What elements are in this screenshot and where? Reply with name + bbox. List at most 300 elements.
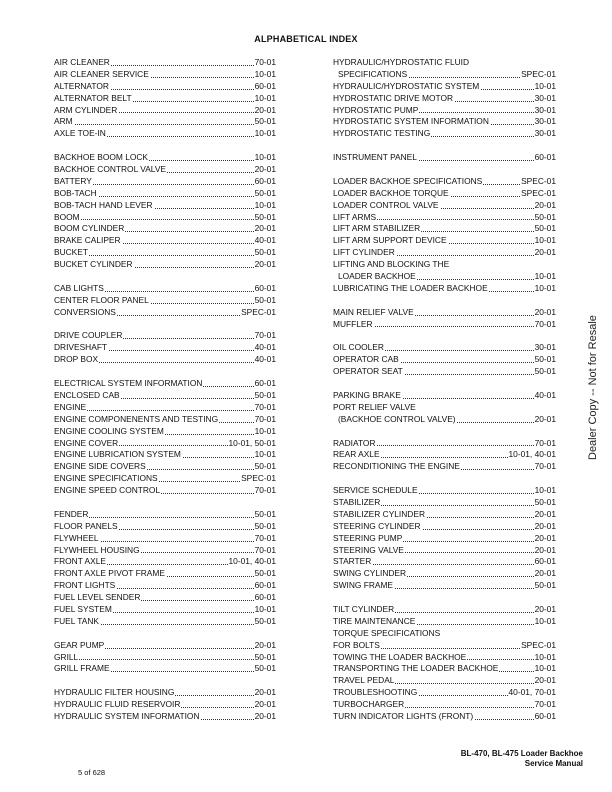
index-entry-label: ENGINE COVER <box>54 437 119 448</box>
index-entry-label: FLYWHEEL <box>54 532 99 543</box>
index-entry-label: STABILIZER <box>333 496 381 507</box>
index-entry <box>54 164 276 176</box>
index-entry <box>333 93 556 105</box>
index-entry-label: TRANSPORTING THE LOADER BACKHOE <box>333 663 499 674</box>
index-entry <box>333 580 556 592</box>
index-gap <box>54 675 276 687</box>
index-entry <box>54 93 276 105</box>
index-entry-label: ARM <box>54 116 73 127</box>
index-entry-label: STEERING VALVE <box>333 544 404 555</box>
index-entry <box>54 105 276 117</box>
index-entry-label: AIR CLEANER <box>54 57 110 67</box>
index-entry-page: 70-01 <box>534 437 556 448</box>
index-entry-label: FUEL LEVEL SENDER <box>54 592 141 603</box>
index-entry-page: 30-01 <box>534 104 556 115</box>
index-entry-label: ENGINE COMPONENENTS AND TESTING <box>54 413 219 424</box>
index-entry-page: 60-01 <box>254 175 276 186</box>
index-entry-label: ENGINE LUBRICATION SYSTEM <box>54 449 181 460</box>
index-entry <box>333 283 556 295</box>
index-gap <box>333 592 556 604</box>
index-entry <box>333 116 556 128</box>
index-entry-page: 70-01 <box>254 544 276 555</box>
index-entry-label: SWING CYLINDER <box>333 568 407 579</box>
index-entry-label: TRAVEL PEDAL <box>333 675 395 686</box>
index-entry <box>333 259 556 271</box>
index-entry <box>54 640 276 652</box>
index-entry <box>54 212 276 224</box>
index-entry <box>54 687 276 699</box>
index-entry <box>54 295 276 307</box>
index-entry-page: 60-01 <box>254 378 276 389</box>
index-entry <box>54 556 276 568</box>
index-entry-page: 50-01 <box>534 211 556 222</box>
index-entry-label: AXLE TOE-IN <box>54 128 106 139</box>
index-entry-label: LIFTING AND BLOCKING THE <box>333 259 450 270</box>
index-gap <box>333 426 556 438</box>
index-entry-label: TIRE MAINTENANCE <box>333 615 416 626</box>
index-entry-page: 20-01 <box>534 520 556 531</box>
index-entry-label: LUBRICATING THE LOADER BACKHOE <box>333 282 488 293</box>
index-entry-page: 10-01, 50-01 <box>228 437 276 448</box>
index-entry <box>54 438 276 450</box>
index-entry-label: PORT RELIEF VALVE <box>333 401 416 412</box>
index-column-right <box>333 57 556 723</box>
index-entry <box>54 545 276 557</box>
index-entry-page: 10-01 <box>534 615 556 626</box>
index-entry-page: 20-01 <box>534 247 556 258</box>
index-gap <box>54 271 276 283</box>
index-entry-page: 50-01 <box>254 461 276 472</box>
index-entry-page: SPEC-01 <box>521 68 556 79</box>
index-entry-page: 50-01 <box>254 389 276 400</box>
dot-leader <box>54 124 276 125</box>
index-entry-page: 20-01 <box>534 603 556 614</box>
index-entry-label: STARTER <box>333 556 372 567</box>
index-entry <box>333 342 556 354</box>
index-entry-page: 50-01 <box>534 223 556 234</box>
index-entry-page: 30-01 <box>534 128 556 139</box>
index-entry-label: LIFT ARM STABILIZER <box>333 223 421 234</box>
index-entry-page: 30-01 <box>534 342 556 353</box>
index-entry <box>54 128 276 140</box>
index-entry-label: CONVERSIONS <box>54 306 116 317</box>
index-entry-page: 70-01 <box>254 330 276 341</box>
index-entry-page: 10-01 <box>534 282 556 293</box>
index-entry-label: CAB LIGHTS <box>54 282 104 293</box>
index-gap <box>54 628 276 640</box>
index-entry <box>333 663 556 675</box>
index-entry <box>333 485 556 497</box>
index-entry <box>333 414 556 426</box>
index-entry-label: HYDRAULIC/HYDROSTATIC FLUID <box>333 57 470 67</box>
index-entry-page: 10-01 <box>254 449 276 460</box>
index-entry-label: LOADER BACKHOE SPECIFICATIONS <box>333 175 483 186</box>
index-entry-label: (BACKHOE CONTROL VALVE) <box>333 414 457 424</box>
index-entry <box>54 307 276 319</box>
index-entry <box>333 200 556 212</box>
index-entry <box>333 556 556 568</box>
index-entry-page: 50-01 <box>254 116 276 127</box>
index-gap <box>333 295 556 307</box>
manual-title-line2: Service Manual <box>524 759 583 768</box>
index-entry-label: DROP BOX <box>54 354 99 365</box>
index-entry <box>54 533 276 545</box>
index-entry-page: 50-01 <box>534 496 556 507</box>
index-entry-label: STABILIZER CYLINDER <box>333 508 425 519</box>
index-entry-label: BACKHOE BOOM LOCK <box>54 152 149 163</box>
index-entry-label: FENDER <box>54 508 89 519</box>
index-entry-page: 10-01 <box>254 425 276 436</box>
index-entry <box>333 57 556 69</box>
index-entry-label: ENGINE SPEED CONTROL <box>54 485 161 496</box>
index-entry-label: CENTER FLOOR PANEL <box>54 294 149 305</box>
index-entry-label: ENCLOSED CAB <box>54 389 120 400</box>
index-entry <box>54 568 276 580</box>
index-entry-page: 10-01 <box>534 80 556 91</box>
index-entry <box>54 485 276 497</box>
index-entry-label: BOB-TACH <box>54 187 97 198</box>
index-entry-label: BUCKET <box>54 247 88 258</box>
index-entry-page: 70-01 <box>254 401 276 412</box>
index-entry-label: RADIATOR <box>333 437 376 448</box>
index-entry-label: STEERING CYLINDER <box>333 520 421 531</box>
index-entry-label: DRIVE COUPLER <box>54 330 123 341</box>
index-entry-page: 60-01 <box>254 580 276 591</box>
index-entry-label: SERVICE SCHEDULE <box>333 485 418 496</box>
index-entry-page: 60-01 <box>534 710 556 721</box>
dot-leader <box>54 410 276 411</box>
index-entry-label: FRONT AXLE PIVOT FRAME <box>54 568 165 579</box>
index-entry-page: 50-01 <box>254 294 276 305</box>
index-entry-page: 20-01 <box>254 164 276 175</box>
index-entry-label: OPERATOR SEAT <box>333 366 403 377</box>
index-entry-page: 50-01 <box>254 520 276 531</box>
index-entry <box>54 200 276 212</box>
index-entry-label: ENGINE COOLING SYSTEM <box>54 425 164 436</box>
index-entry <box>333 212 556 224</box>
index-entry-page: 60-01 <box>254 592 276 603</box>
index-entry <box>333 402 556 414</box>
index-entry <box>333 640 556 652</box>
index-entry <box>54 378 276 390</box>
index-entry <box>333 497 556 509</box>
index-entry-label: BATTERY <box>54 175 92 186</box>
index-entry <box>54 580 276 592</box>
index-entry-label: DRIVESHAFT <box>54 342 108 353</box>
index-entry <box>54 652 276 664</box>
index-entry-label: FUEL TANK <box>54 615 99 626</box>
index-entry-page: 10-01, 40-01 <box>228 556 276 567</box>
index-entry <box>54 509 276 521</box>
manual-title <box>461 749 583 769</box>
index-entry-label: TORQUE SPECIFICATIONS <box>333 627 441 638</box>
index-entry-label: TURN INDICATOR LIGHTS (FRONT) <box>333 710 474 721</box>
index-entry-page: 20-01 <box>254 687 276 698</box>
index-entry-page: 20-01 <box>534 306 556 317</box>
index-entry-page: 20-01 <box>534 413 556 424</box>
index-entry-page: 50-01 <box>254 568 276 579</box>
index-entry-label: ENGINE <box>54 401 87 412</box>
index-entry-page: 50-01 <box>254 508 276 519</box>
index-entry <box>333 545 556 557</box>
index-entry-label: PARKING BRAKE <box>333 389 401 400</box>
index-entry-label: MAIN RELIEF VALVE <box>333 306 414 317</box>
index-entry-label: LIFT ARM SUPPORT DEVICE <box>333 235 447 246</box>
index-entry-label: HYDRAULIC FILTER HOUSING <box>54 687 175 698</box>
index-entry <box>54 283 276 295</box>
index-entry <box>54 330 276 342</box>
index-entry-label: MUFFLER <box>333 318 373 329</box>
index-entry <box>54 402 276 414</box>
index-entry-page: 20-01 <box>534 675 556 686</box>
index-entry-page: 50-01 <box>254 615 276 626</box>
index-entry-page: 10-01 <box>254 128 276 139</box>
index-entry-label: BOOM <box>54 211 80 222</box>
index-entry-label: INSTRUMENT PANEL <box>333 152 417 163</box>
index-entry-page: 50-01 <box>254 211 276 222</box>
index-entry-page: 20-01 <box>254 710 276 721</box>
index-entry <box>54 259 276 271</box>
index-entry-label: FLOOR PANELS <box>54 520 118 531</box>
index-entry-label: HYDRAULIC/HYDROSTATIC SYSTEM <box>333 80 480 91</box>
index-entry-label: HYDROSTATIC PUMP <box>333 104 419 115</box>
dealer-copy-text: Dealer Copy -- Not for Resale <box>587 315 599 460</box>
index-entry <box>333 699 556 711</box>
index-entry <box>54 616 276 628</box>
index-entry-page: 10-01 <box>254 152 276 163</box>
index-entry <box>333 69 556 81</box>
index-entry-page: 20-01 <box>534 508 556 519</box>
index-entry-page: 10-01 <box>534 663 556 674</box>
index-entry <box>54 152 276 164</box>
index-entry <box>54 188 276 200</box>
index-entry <box>333 449 556 461</box>
index-entry-page: 50-01 <box>534 580 556 591</box>
index-gap <box>54 140 276 152</box>
index-entry-label: GRILL <box>54 651 79 662</box>
index-entry <box>54 116 276 128</box>
index-entry-page: 60-01 <box>534 152 556 163</box>
index-entry-label: HYDROSTATIC SYSTEM INFORMATION <box>333 116 489 127</box>
index-entry <box>54 426 276 438</box>
index-entry <box>333 271 556 283</box>
index-entry-label: TOWING THE LOADER BACKHOE <box>333 651 467 662</box>
index-entry <box>333 81 556 93</box>
index-entry-page: 40-01, 70-01 <box>508 687 556 698</box>
index-entry <box>333 128 556 140</box>
index-entry-page: 40-01 <box>534 389 556 400</box>
index-entry <box>333 628 556 640</box>
index-gap <box>333 140 556 152</box>
index-entry-page: 50-01 <box>534 354 556 365</box>
index-entry <box>333 616 556 628</box>
index-entry-label: BOOM CYLINDER <box>54 223 125 234</box>
index-entry-page: 10-01 <box>254 92 276 103</box>
index-entry <box>54 663 276 675</box>
index-entry-page: 70-01 <box>534 318 556 329</box>
index-entry-page: SPEC-01 <box>241 473 276 484</box>
page-number: 5 of 628 <box>78 768 106 777</box>
index-entry <box>333 461 556 473</box>
index-entry-page: 50-01 <box>534 366 556 377</box>
index-entry <box>54 711 276 723</box>
index-entry-page: 70-01 <box>534 461 556 472</box>
index-entry-label: FRONT AXLE <box>54 556 106 567</box>
index-entry <box>333 366 556 378</box>
index-entry <box>54 69 276 81</box>
index-entry <box>333 438 556 450</box>
index-entry-page: 60-01 <box>534 556 556 567</box>
index-entry <box>333 235 556 247</box>
index-entry-page: 20-01 <box>254 104 276 115</box>
index-gap <box>333 164 556 176</box>
index-entry <box>333 521 556 533</box>
index-entry-page: 50-01 <box>254 651 276 662</box>
index-entry <box>54 223 276 235</box>
index-entry-page: 20-01 <box>254 223 276 234</box>
dot-leader <box>54 659 276 660</box>
index-entry <box>333 223 556 235</box>
index-entry-label: LIFT ARMS <box>333 211 377 222</box>
index-gap <box>333 473 556 485</box>
index-entry-page: 10-01 <box>534 651 556 662</box>
index-entry-page: 20-01 <box>534 544 556 555</box>
index-gap <box>333 330 556 342</box>
index-entry <box>333 568 556 580</box>
index-entry-label: SWING FRAME <box>333 580 394 591</box>
index-entry <box>333 307 556 319</box>
index-entry-page: 20-01 <box>254 699 276 710</box>
index-entry <box>333 319 556 331</box>
index-entry-page: 10-01 <box>254 603 276 614</box>
index-entry-label: STEERING PUMP <box>333 532 403 543</box>
index-entry-label: TROUBLESHOOTING <box>333 687 418 698</box>
dot-leader <box>54 219 276 220</box>
index-entry-page: 10-01, 40-01 <box>508 449 556 460</box>
index-entry-page: 70-01 <box>534 699 556 710</box>
index-entry-page: 10-01 <box>534 271 556 282</box>
index-entry <box>54 176 276 188</box>
index-entry <box>333 188 556 200</box>
index-entry-page: 40-01 <box>254 235 276 246</box>
index-entry-page: 70-01 <box>254 413 276 424</box>
index-entry-page: 20-01 <box>534 199 556 210</box>
index-entry-label: FUEL SYSTEM <box>54 603 112 614</box>
index-entry-label: BOB-TACH HAND LEVER <box>54 199 153 210</box>
index-entry-page: 20-01 <box>534 532 556 543</box>
index-entry-page: SPEC-01 <box>521 175 556 186</box>
index-entry <box>333 390 556 402</box>
index-entry-page: SPEC-01 <box>521 639 556 650</box>
index-entry-label: BACKHOE CONTROL VALVE <box>54 164 167 175</box>
index-entry-label: ALTERNATOR <box>54 80 109 91</box>
index-entry-label: HYDRAULIC FLUID RESERVOIR <box>54 699 181 710</box>
index-entry-label: HYDROSTATIC DRIVE MOTOR <box>333 92 454 103</box>
index-entry <box>333 176 556 188</box>
index-entry <box>333 533 556 545</box>
index-entry-page: SPEC-01 <box>241 306 276 317</box>
index-entry <box>333 509 556 521</box>
index-entry <box>54 604 276 616</box>
index-entry <box>333 604 556 616</box>
index-entry <box>333 105 556 117</box>
index-entry-label: RECONDITIONING THE ENGINE <box>333 461 460 472</box>
index-entry <box>54 81 276 93</box>
index-entry-label: TILT CYLINDER <box>333 603 395 614</box>
index-entry <box>54 521 276 533</box>
index-entry <box>54 414 276 426</box>
index-entry-label: HYDROSTATIC TESTING <box>333 128 431 139</box>
index-entry <box>54 354 276 366</box>
index-entry <box>333 711 556 723</box>
index-entry <box>54 342 276 354</box>
index-entry <box>333 152 556 164</box>
index-entry <box>54 699 276 711</box>
index-entry <box>54 247 276 259</box>
page-title: ALPHABETICAL INDEX <box>254 34 358 44</box>
index-entry <box>333 247 556 259</box>
index-entry-page: SPEC-01 <box>521 187 556 198</box>
index-entry-page: 60-01 <box>254 282 276 293</box>
index-entry-label: ENGINE SIDE COVERS <box>54 461 146 472</box>
index-entry-page: 20-01 <box>534 568 556 579</box>
index-entry-page: 50-01 <box>254 247 276 258</box>
index-entry-label: LOADER BACKHOE <box>333 271 417 281</box>
index-entry-page: 40-01 <box>254 354 276 365</box>
index-entry <box>54 461 276 473</box>
index-entry <box>54 592 276 604</box>
index-entry-page: 10-01 <box>254 199 276 210</box>
index-entry-label: ELECTRICAL SYSTEM INFORMATION <box>54 378 203 389</box>
index-entry-label: ENGINE SPECIFICATIONS <box>54 473 158 484</box>
index-entry <box>54 473 276 485</box>
index-entry-label: SPECIFICATIONS <box>333 69 408 79</box>
index-entry-page: 20-01 <box>254 639 276 650</box>
index-entry-page: 10-01 <box>534 485 556 496</box>
index-entry-page: 10-01 <box>254 68 276 79</box>
index-entry-page: 30-01 <box>534 92 556 103</box>
index-entry <box>54 390 276 402</box>
index-gap <box>333 378 556 390</box>
index-gap <box>54 319 276 331</box>
index-entry-page: 40-01 <box>254 342 276 353</box>
index-entry-label: FRONT LIGHTS <box>54 580 116 591</box>
index-gap <box>54 366 276 378</box>
index-entry-label: GRILL FRAME <box>54 663 110 674</box>
index-entry-page: 50-01 <box>254 187 276 198</box>
index-entry-label: OPERATOR CAB <box>333 354 399 365</box>
index-entry <box>333 675 556 687</box>
index-entry-label: LOADER BACKHOE TORQUE <box>333 187 449 198</box>
index-column-left <box>54 57 276 723</box>
index-entry-label: BRAKE CALIPER <box>54 235 121 246</box>
index-entry-label: FLYWHEEL HOUSING <box>54 544 140 555</box>
index-entry-label: FOR BOLTS <box>333 639 380 650</box>
index-entry-page: 10-01 <box>534 235 556 246</box>
index-entry <box>54 57 276 69</box>
index-entry-label: BUCKET CYLINDER <box>54 259 133 270</box>
index-entry-page: 50-01 <box>254 663 276 674</box>
index-entry-label: LOADER CONTROL VALVE <box>333 199 439 210</box>
index-entry-label: TURBOCHARGER <box>333 699 405 710</box>
manual-title-line1: BL-470, BL-475 Loader Backhoe <box>460 749 583 758</box>
index-entry <box>54 235 276 247</box>
index-entry-page: 20-01 <box>254 259 276 270</box>
index-entry-page: 70-01 <box>254 532 276 543</box>
index-entry-label: AIR CLEANER SERVICE <box>54 68 149 79</box>
index-entry-page: 70-01 <box>254 485 276 496</box>
index-entry-label: REAR AXLE <box>333 449 380 460</box>
